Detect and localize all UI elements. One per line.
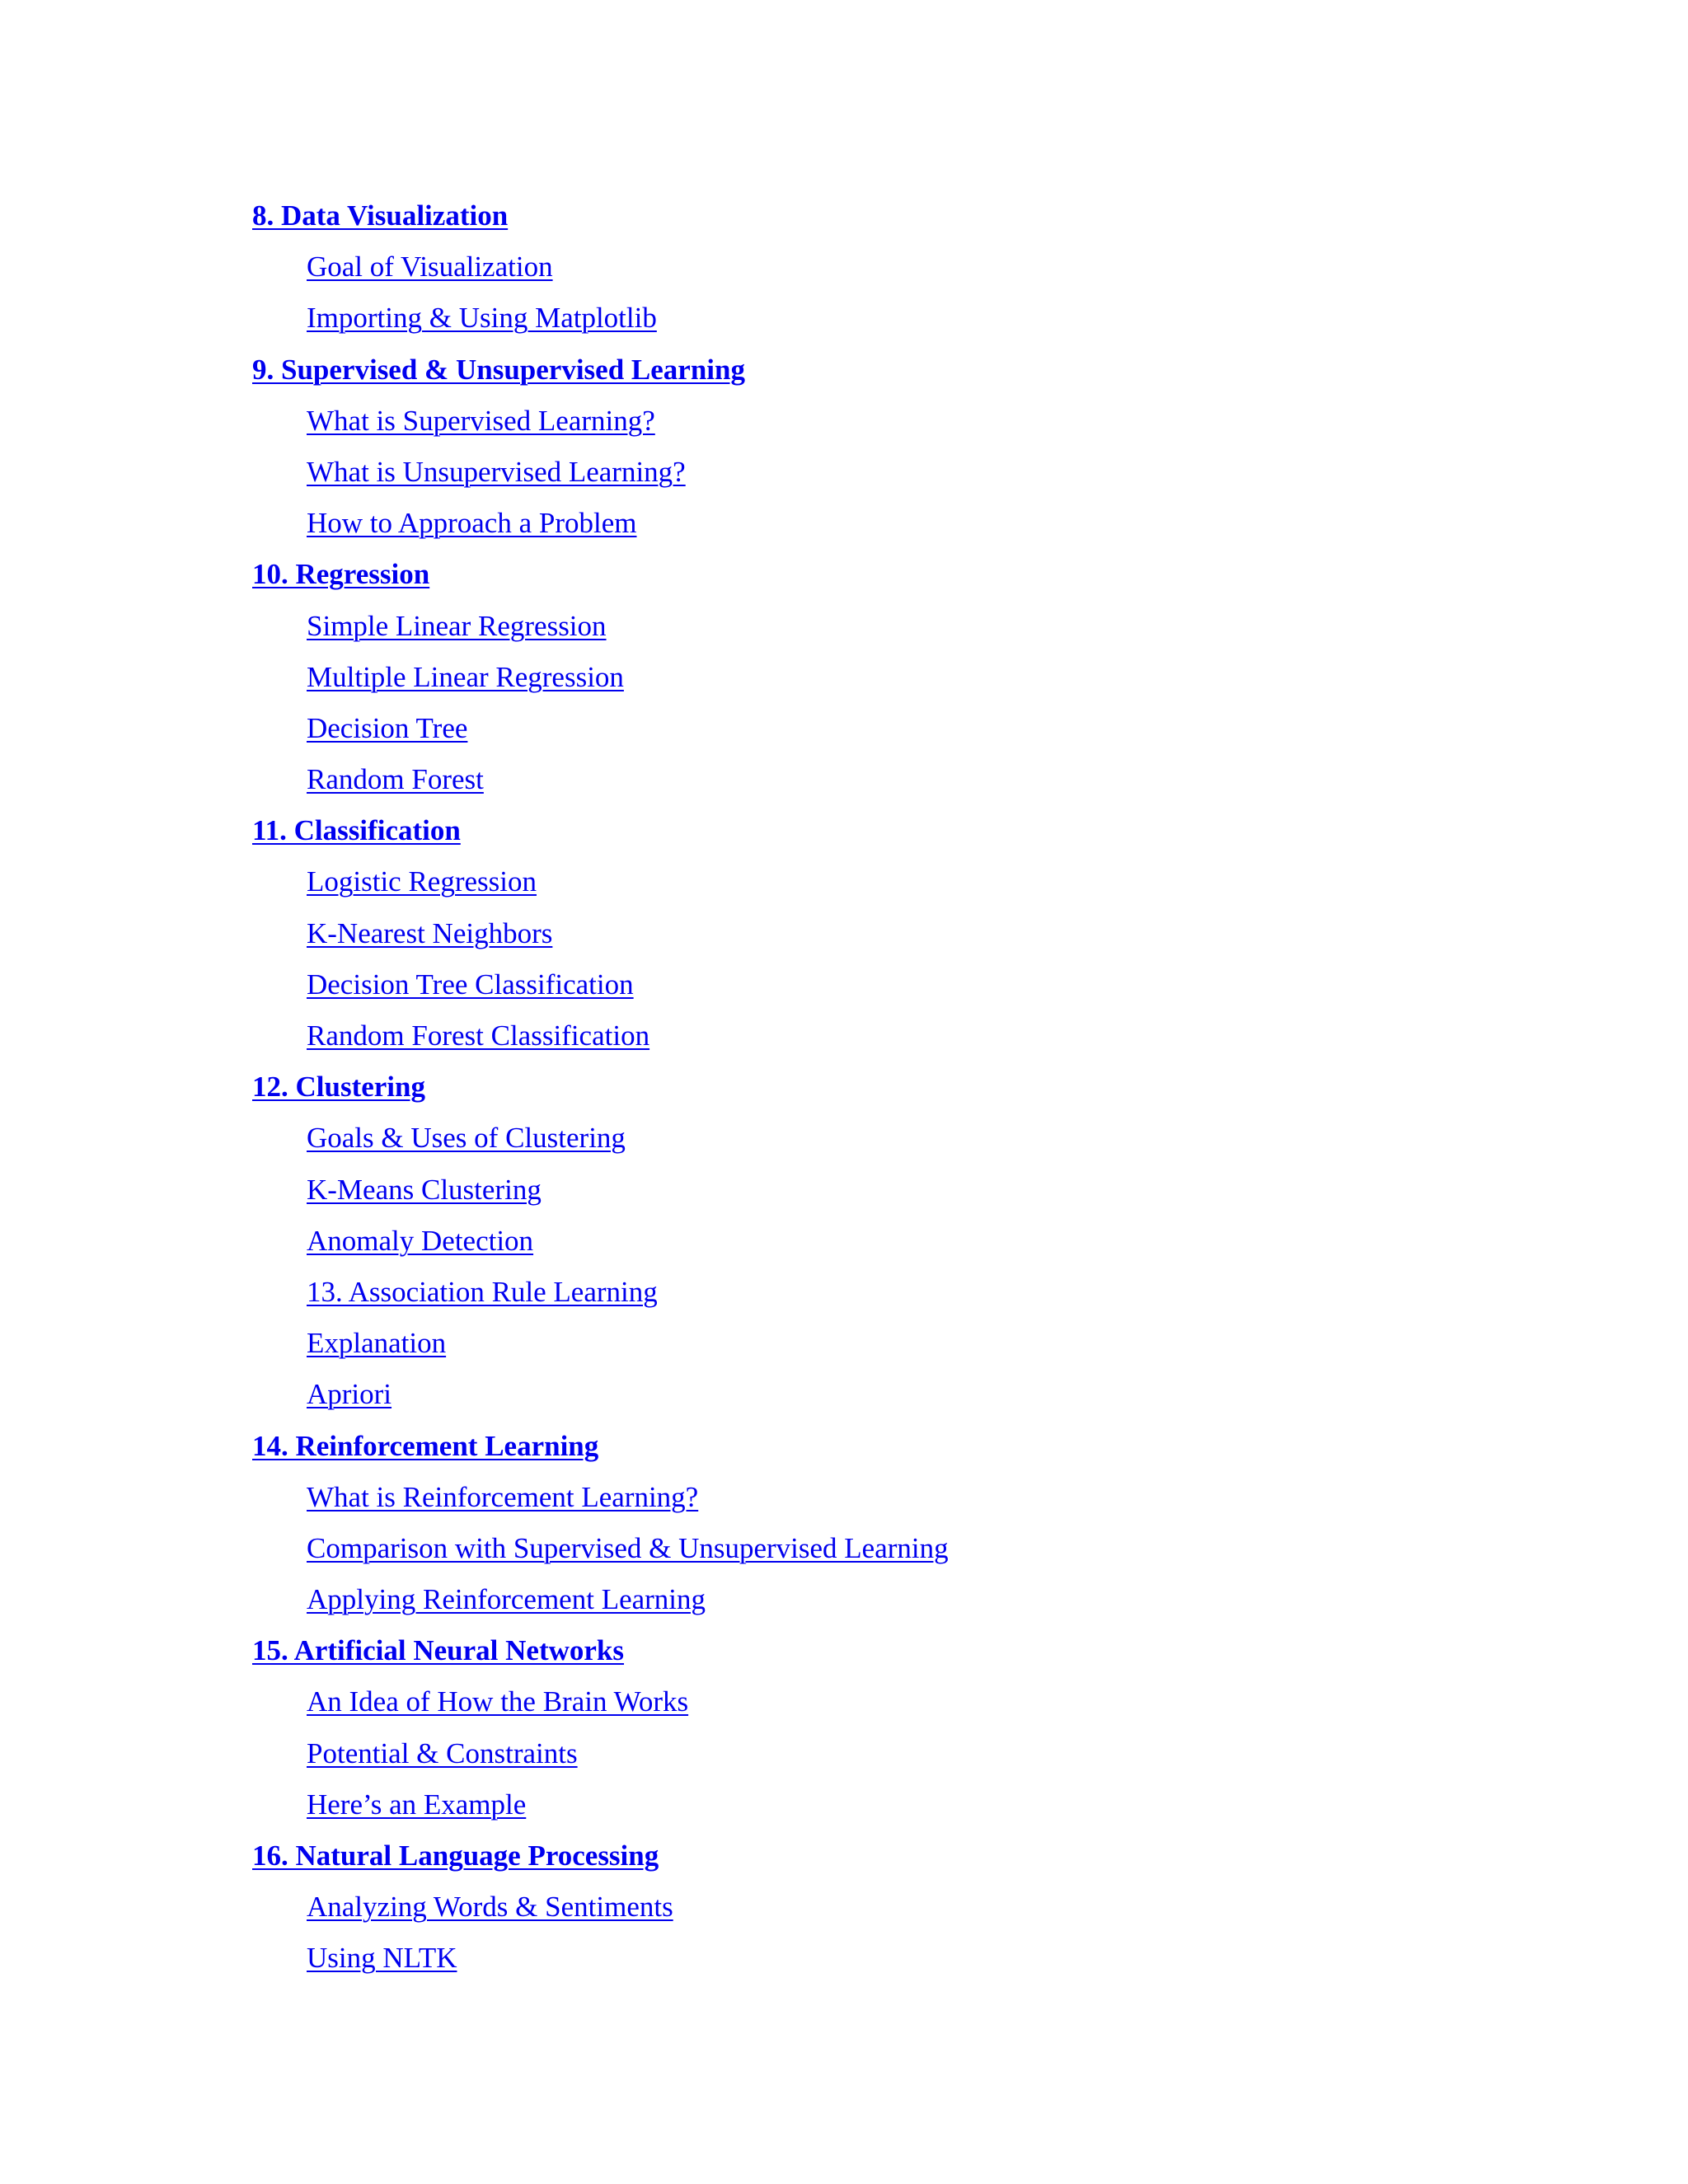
- toc-section-entry: [252, 1325, 1489, 1376]
- toc-section-entry: [252, 300, 1489, 351]
- toc-section-link[interactable]: Random Forest: [307, 763, 484, 796]
- toc-section-link[interactable]: An Idea of How the Brain Works: [307, 1685, 689, 1718]
- toc-chapter-entry: [252, 813, 1489, 864]
- toc-section-link[interactable]: Importing & Using Matplotlib: [307, 302, 657, 335]
- toc-chapter-link[interactable]: 9. Supervised & Unsupervised Learning: [252, 353, 745, 386]
- toc-chapter-link[interactable]: 12. Clustering: [252, 1071, 425, 1104]
- toc-section-link[interactable]: Goal of Visualization: [307, 251, 553, 284]
- toc-chapter-link[interactable]: 8. Data Visualization: [252, 199, 509, 232]
- toc-section-entry: [252, 659, 1489, 710]
- toc-section-link[interactable]: Random Forest Classification: [307, 1019, 650, 1052]
- toc-section-entry: [252, 454, 1489, 505]
- toc-section-entry: [252, 1223, 1489, 1274]
- toc-section-link[interactable]: Simple Linear Regression: [307, 609, 607, 642]
- toc-section-entry: [252, 1889, 1489, 1940]
- toc-section-link[interactable]: Potential & Constraints: [307, 1736, 578, 1769]
- toc-section-entry: [252, 1582, 1489, 1633]
- toc-section-entry: [252, 762, 1489, 813]
- toc-section-link[interactable]: Apriori: [307, 1378, 392, 1411]
- toc-section-entry: [252, 505, 1489, 556]
- toc-section-entry: [252, 1376, 1489, 1427]
- toc-chapter-entry: [252, 1633, 1489, 1684]
- toc-section-entry: [252, 608, 1489, 659]
- toc-section-entry: [252, 1530, 1489, 1582]
- toc-section-link[interactable]: 13. Association Rule Learning: [307, 1275, 658, 1308]
- toc-section-link[interactable]: What is Unsupervised Learning?: [307, 455, 686, 488]
- toc-chapter-entry: [252, 556, 1489, 607]
- toc-chapter-entry: [252, 1428, 1489, 1479]
- toc-section-link[interactable]: Using NLTK: [307, 1942, 457, 1975]
- toc-section-link[interactable]: Decision Tree Classification: [307, 968, 634, 1001]
- toc-section-entry: [252, 864, 1489, 915]
- toc-section-link[interactable]: Comparison with Supervised & Unsupervised Learning: [307, 1531, 949, 1564]
- toc-section-entry: [252, 1172, 1489, 1223]
- toc-section-link[interactable]: K-Nearest Neighbors: [307, 916, 553, 949]
- toc-section-entry: [252, 249, 1489, 300]
- toc-section-entry: [252, 967, 1489, 1018]
- toc-section-link[interactable]: Analyzing Words & Sentiments: [307, 1891, 673, 1924]
- toc-section-entry: [252, 1274, 1489, 1325]
- toc-chapter-entry: [252, 1838, 1489, 1889]
- toc-section-link[interactable]: Applying Reinforcement Learning: [307, 1583, 706, 1616]
- toc-chapter-link[interactable]: 14. Reinforcement Learning: [252, 1429, 599, 1462]
- toc-section-entry: [252, 1120, 1489, 1171]
- toc-section-link[interactable]: Logistic Regression: [307, 865, 537, 898]
- toc-section-link[interactable]: Goals & Uses of Clustering: [307, 1122, 626, 1155]
- toc-section-entry: [252, 1479, 1489, 1530]
- toc-chapter-entry: [252, 198, 1489, 249]
- toc-section-link[interactable]: Decision Tree: [307, 711, 468, 744]
- toc-chapter-entry: [252, 1069, 1489, 1120]
- toc-section-link[interactable]: What is Supervised Learning?: [307, 404, 655, 437]
- toc-section-link[interactable]: Explanation: [307, 1327, 447, 1360]
- toc-chapter-entry: [252, 352, 1489, 403]
- toc-section-link[interactable]: Here’s an Example: [307, 1788, 527, 1821]
- toc-section-entry: [252, 1018, 1489, 1069]
- toc-section-entry: [252, 1787, 1489, 1838]
- toc-section-link[interactable]: K-Means Clustering: [307, 1173, 542, 1206]
- toc-chapter-link[interactable]: 16. Natural Language Processing: [252, 1840, 659, 1872]
- toc-section-link[interactable]: How to Approach a Problem: [307, 507, 637, 540]
- toc-section-entry: [252, 1736, 1489, 1787]
- toc-chapter-link[interactable]: 10. Regression: [252, 558, 430, 591]
- toc-chapter-link[interactable]: 11. Classification: [252, 814, 461, 847]
- table-of-contents: [252, 198, 1489, 1992]
- toc-section-link[interactable]: Anomaly Detection: [307, 1224, 534, 1257]
- toc-section-entry: [252, 1684, 1489, 1735]
- toc-section-entry: [252, 1940, 1489, 1991]
- toc-section-entry: [252, 916, 1489, 967]
- toc-section-link[interactable]: Multiple Linear Regression: [307, 660, 624, 693]
- toc-section-link[interactable]: What is Reinforcement Learning?: [307, 1480, 699, 1513]
- toc-section-entry: [252, 403, 1489, 454]
- toc-section-entry: [252, 710, 1489, 762]
- toc-chapter-link[interactable]: 15. Artificial Neural Networks: [252, 1634, 625, 1667]
